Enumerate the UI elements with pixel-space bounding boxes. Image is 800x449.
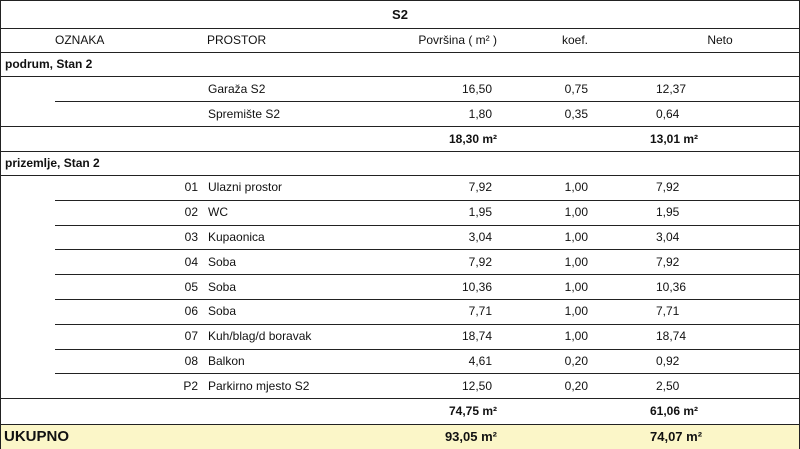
table-border-left [0, 0, 1, 449]
coef-value: 1,00 [564, 254, 588, 269]
net-value: 10,36 [656, 279, 687, 294]
divider [55, 349, 800, 350]
room-name: Kupaonica [208, 229, 265, 244]
coef-value: 1,00 [564, 329, 588, 344]
table-row [0, 76, 800, 101]
divider [55, 274, 800, 275]
header-koef: koef. [561, 33, 588, 47]
room-name: Soba [208, 254, 237, 269]
divider [55, 299, 800, 300]
net-value: 18,74 [656, 329, 687, 344]
section-name: podrum, Stan 2 [5, 57, 93, 71]
net-value: 7,92 [656, 180, 680, 195]
table-row [0, 101, 800, 126]
room-name: Garaža S2 [208, 81, 266, 96]
room-code: P2 [183, 378, 198, 393]
table-border-top [0, 0, 800, 1]
area-value: 4,61 [468, 353, 492, 368]
room-name: Ulazni prostor [208, 180, 283, 195]
area-value: 16,50 [461, 81, 492, 96]
divider [0, 398, 800, 399]
coef-value: 0,35 [564, 106, 588, 121]
area-value: 1,95 [468, 205, 492, 220]
total-row [0, 424, 800, 449]
net-value: 7,92 [656, 254, 680, 269]
net-value: 1,95 [656, 205, 680, 220]
net-value: 0,64 [656, 106, 680, 121]
net-value: 0,92 [656, 353, 680, 368]
table-row [0, 200, 800, 225]
net-value: 12,37 [656, 81, 687, 96]
subtotal-row [0, 126, 800, 151]
area-value: 12,50 [461, 378, 492, 393]
total-label: UKUPNO [4, 428, 70, 445]
divider [0, 126, 800, 127]
room-name: Soba [208, 304, 237, 319]
section-header-prizemlje [0, 151, 800, 175]
total-area: 93,05 m² [444, 429, 497, 444]
area-value: 7,92 [468, 254, 492, 269]
room-name: Soba [208, 279, 237, 294]
area-value: 7,71 [468, 304, 492, 319]
room-code: 04 [184, 254, 198, 269]
coef-value: 0,20 [564, 378, 588, 393]
header-row [0, 28, 800, 52]
room-code: 01 [184, 180, 198, 195]
area-value: 18,74 [461, 329, 492, 344]
room-code: 05 [184, 279, 198, 294]
section-header-podrum [0, 52, 800, 76]
table-row [0, 324, 800, 349]
header-povrsina: Površina ( m² ) [418, 33, 497, 47]
coef-value: 0,75 [564, 81, 588, 96]
header-neto: Neto [707, 33, 733, 47]
total-net: 74,07 m² [650, 429, 703, 444]
table-row [0, 249, 800, 274]
section-name: prizemlje, Stan 2 [5, 156, 100, 170]
header-oznaka: OZNAKA [55, 33, 105, 47]
net-value: 7,71 [656, 304, 680, 319]
room-code: 02 [184, 205, 198, 220]
room-name: Parkirno mjesto S2 [208, 378, 310, 393]
table-title: S2 [392, 6, 408, 22]
room-name: WC [208, 205, 228, 220]
divider [0, 151, 800, 152]
table-row [0, 299, 800, 324]
coef-value: 1,00 [564, 180, 588, 195]
divider [55, 324, 800, 325]
room-code: 06 [184, 304, 198, 319]
subtotal-area: 74,75 m² [448, 404, 497, 418]
divider [55, 249, 800, 250]
table-row [0, 225, 800, 250]
room-name: Spremište S2 [208, 106, 281, 121]
room-code: 03 [184, 229, 198, 244]
divider [0, 424, 800, 425]
divider [55, 225, 800, 226]
header-prostor: PROSTOR [207, 33, 267, 47]
divider [0, 28, 800, 29]
room-name: Kuh/blag/d boravak [208, 329, 312, 344]
room-name: Balkon [208, 353, 245, 368]
area-value: 1,80 [468, 106, 492, 121]
table-row [0, 274, 800, 299]
coef-value: 1,00 [564, 279, 588, 294]
room-code: 08 [184, 353, 198, 368]
divider [55, 373, 800, 374]
coef-value: 1,00 [564, 304, 588, 319]
table-row [0, 175, 800, 200]
table-row [0, 349, 800, 374]
area-value: 3,04 [468, 229, 492, 244]
subtotal-row [0, 398, 800, 424]
coef-value: 0,20 [564, 353, 588, 368]
coef-value: 1,00 [564, 229, 588, 244]
subtotal-net: 13,01 m² [650, 131, 699, 146]
divider [0, 52, 800, 53]
room-code: 07 [184, 329, 198, 344]
area-value: 10,36 [461, 279, 492, 294]
table-row [0, 373, 800, 398]
net-value: 3,04 [656, 229, 680, 244]
divider [0, 76, 800, 77]
divider [55, 101, 800, 102]
divider [0, 175, 800, 176]
area-value: 7,92 [468, 180, 492, 195]
net-value: 2,50 [656, 378, 680, 393]
subtotal-area: 18,30 m² [448, 131, 497, 146]
table-title-row [0, 0, 800, 28]
subtotal-net: 61,06 m² [650, 404, 699, 418]
divider [55, 200, 800, 201]
coef-value: 1,00 [564, 205, 588, 220]
